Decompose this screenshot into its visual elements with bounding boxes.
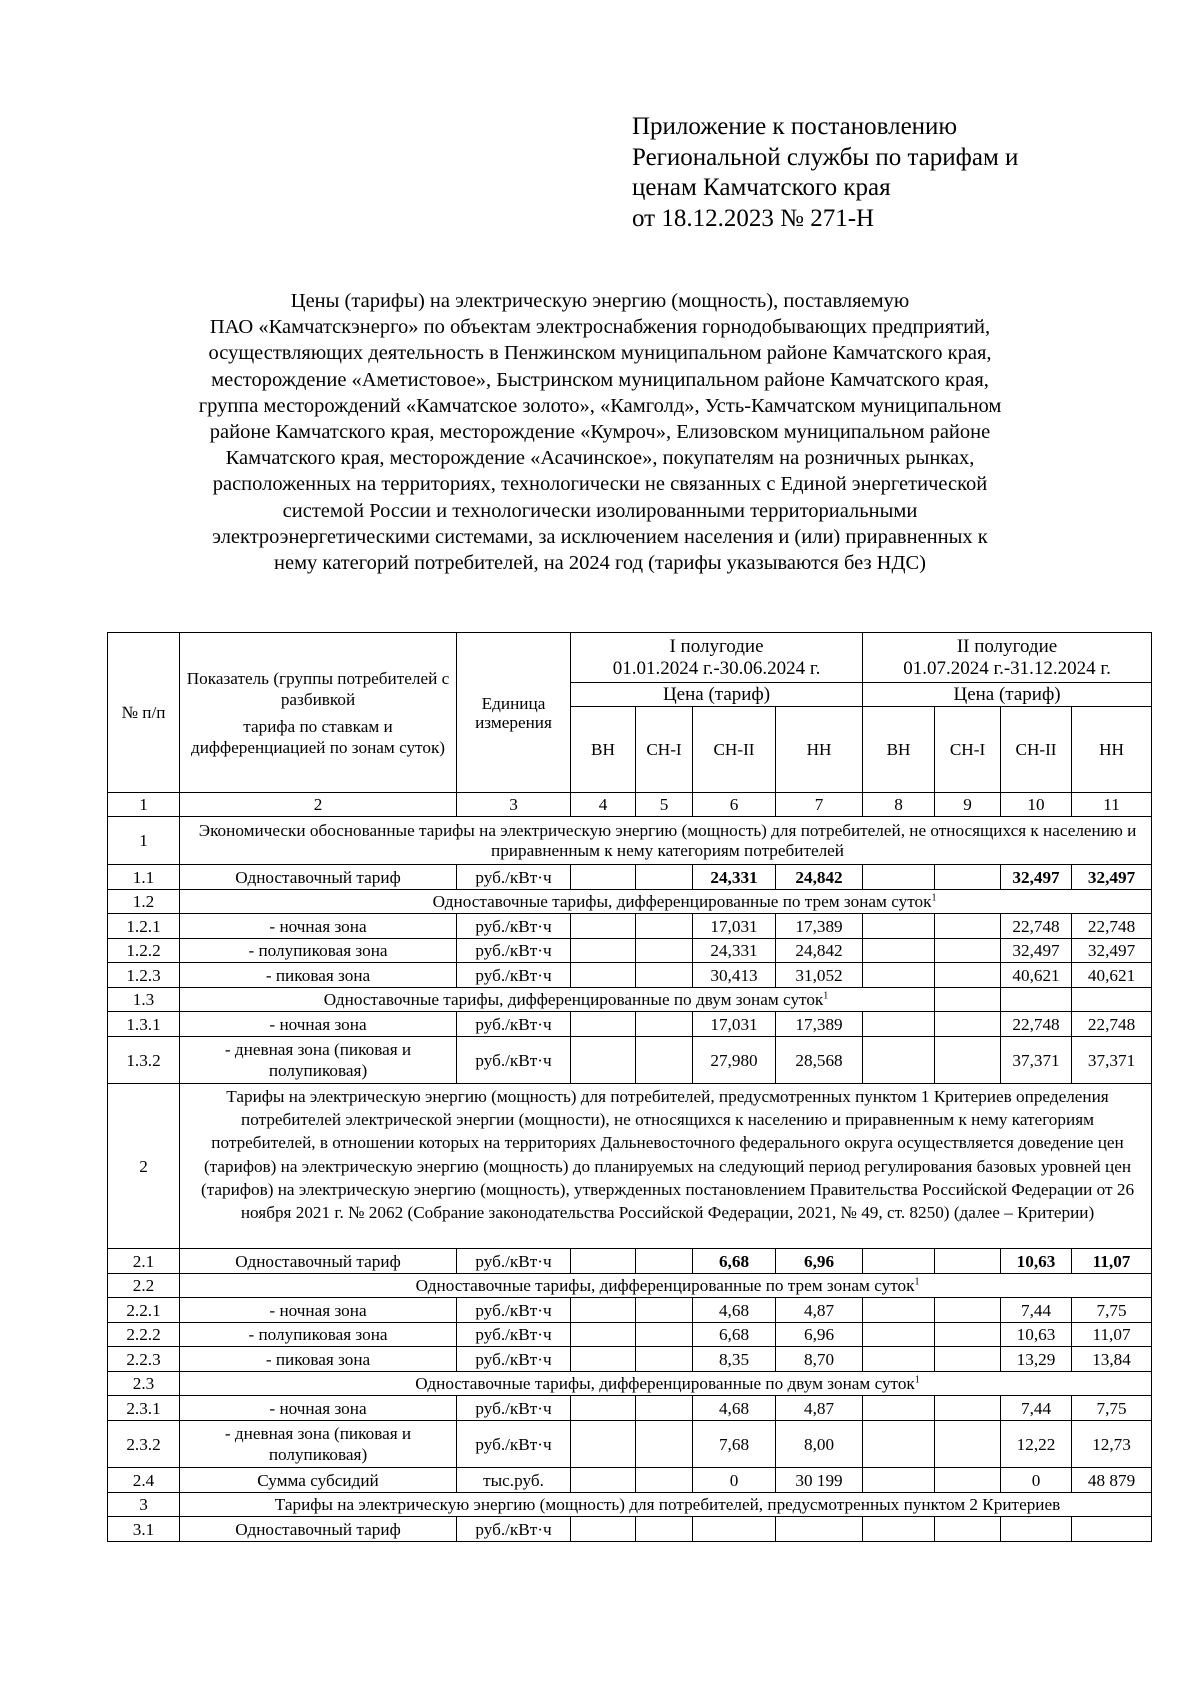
row-unit: руб./кВт·ч <box>457 865 571 890</box>
row-unit: руб./кВт·ч <box>457 1037 571 1084</box>
header-num: № п/п <box>108 633 180 793</box>
title-line: осуществляющих деятельность в Пенжинском муниципальном районе Камчатского края, <box>208 342 992 365</box>
header-level: СН-II <box>1001 707 1072 793</box>
table-row <box>108 939 1152 963</box>
table-row <box>108 1517 1152 1542</box>
header-unit: Единица измерения <box>457 633 571 793</box>
section-number: 1 <box>108 817 180 865</box>
price-cell <box>571 1012 636 1037</box>
price-cell: 13,84 <box>1072 1347 1152 1372</box>
footnote-mark: 1 <box>931 892 937 904</box>
section-row <box>108 1084 1152 1249</box>
row-name-text: Одноставочные тарифы, дифференцированные по трем зонам суток <box>415 1275 915 1295</box>
header-level: СН-I <box>636 707 693 793</box>
row-number: 1.2.2 <box>108 939 180 963</box>
row-number: 2.2 <box>108 1274 180 1298</box>
price-cell: 7,75 <box>1072 1396 1152 1421</box>
price-cell: 40,621 <box>1001 963 1072 988</box>
row-name: - ночная зона <box>180 1298 457 1323</box>
price-cell <box>571 1323 636 1347</box>
price-cell: 12,22 <box>1001 1421 1072 1468</box>
table-row <box>108 914 1152 939</box>
title-line: группа месторождений «Камчатское золото», «Камголд», Усть-Камчатском муниципальном <box>198 394 1002 417</box>
price-cell <box>863 1249 935 1274</box>
row-name: Одноставочный тариф <box>180 865 457 890</box>
price-cell <box>863 1037 935 1084</box>
row-number: 2.1 <box>108 1249 180 1274</box>
title-line: нему категорий потребителей, на 2024 год (тарифы указываются без НДС) <box>274 552 926 575</box>
price-cell <box>863 865 935 890</box>
header-level: СН-I <box>935 707 1001 793</box>
price-cell: 32,497 <box>1001 865 1072 890</box>
row-number: 2.4 <box>108 1468 180 1493</box>
price-cell: 22,748 <box>1001 1012 1072 1037</box>
header-half1-title: I полугодие <box>669 635 764 657</box>
price-cell <box>571 1517 636 1542</box>
empty-cell <box>1001 988 1072 1012</box>
row-number: 1.3 <box>108 988 180 1012</box>
row-unit: тыс.руб. <box>457 1468 571 1493</box>
row-number: 2.3.1 <box>108 1396 180 1421</box>
row-name: - ночная зона <box>180 914 457 939</box>
appendix-block <box>632 112 1152 234</box>
row-number: 2.2.1 <box>108 1298 180 1323</box>
row-name: - пиковая зона <box>180 963 457 988</box>
price-cell: 4,87 <box>776 1396 863 1421</box>
price-cell: 4,68 <box>693 1396 776 1421</box>
price-cell: 22,748 <box>1001 914 1072 939</box>
header-price: Цена (тариф) <box>863 683 1152 707</box>
price-cell <box>863 1012 935 1037</box>
row-number: 3.1 <box>108 1517 180 1542</box>
table-row <box>108 963 1152 988</box>
row-name <box>180 1274 1152 1298</box>
row-unit: руб./кВт·ч <box>457 1323 571 1347</box>
header-indicator <box>180 633 457 793</box>
row-name: - дневная зона (пиковая и полупиковая) <box>180 1037 457 1084</box>
price-cell <box>636 1468 693 1493</box>
header-half1-period: 01.01.2024 г.-30.06.2024 г. <box>612 657 821 679</box>
price-cell <box>571 1468 636 1493</box>
price-cell <box>571 1421 636 1468</box>
price-cell: 37,371 <box>1072 1037 1152 1084</box>
price-cell: 6,96 <box>776 1323 863 1347</box>
price-cell: 48 879 <box>1072 1468 1152 1493</box>
column-number: 11 <box>1072 793 1152 817</box>
section-text: Экономически обоснованные тарифы на электрическую энергию (мощность) для потребителей, не относящихся к населению и приравненным к нему категориям потребителей <box>180 817 1152 865</box>
price-cell: 40,621 <box>1072 963 1152 988</box>
table-row <box>108 1298 1152 1323</box>
price-cell <box>571 939 636 963</box>
row-name: Сумма субсидий <box>180 1468 457 1493</box>
price-cell: 24,842 <box>776 939 863 963</box>
price-cell: 7,44 <box>1001 1396 1072 1421</box>
price-cell: 31,052 <box>776 963 863 988</box>
footnote-mark: 1 <box>914 1374 920 1386</box>
section-row <box>108 817 1152 865</box>
price-cell <box>636 1037 693 1084</box>
price-cell: 22,748 <box>1072 914 1152 939</box>
price-cell: 0 <box>693 1468 776 1493</box>
price-cell: 4,87 <box>776 1298 863 1323</box>
appendix-line: Региональной службы по тарифам и <box>632 143 1019 171</box>
row-name: - полупиковая зона <box>180 939 457 963</box>
table-row <box>108 1396 1152 1421</box>
price-cell: 37,371 <box>1001 1037 1072 1084</box>
row-name: - ночная зона <box>180 1012 457 1037</box>
price-cell <box>935 1396 1001 1421</box>
row-name: Одноставочный тариф <box>180 1249 457 1274</box>
price-cell: 8,35 <box>693 1347 776 1372</box>
price-cell <box>571 963 636 988</box>
column-number: 7 <box>776 793 863 817</box>
row-number: 1.1 <box>108 865 180 890</box>
price-cell <box>1001 1517 1072 1542</box>
document-title <box>60 288 1140 576</box>
price-cell <box>935 1012 1001 1037</box>
price-cell <box>863 914 935 939</box>
price-cell: 7,44 <box>1001 1298 1072 1323</box>
appendix-line: от 18.12.2023 № 271-Н <box>632 204 875 232</box>
appendix-line: Приложение к постановлению <box>632 113 958 140</box>
price-cell: 24,842 <box>776 865 863 890</box>
row-unit: руб./кВт·ч <box>457 1012 571 1037</box>
price-cell: 10,63 <box>1001 1323 1072 1347</box>
price-cell <box>571 1298 636 1323</box>
header-half2-title: II полугодие <box>956 635 1058 657</box>
price-cell: 7,68 <box>693 1421 776 1468</box>
price-cell <box>636 1347 693 1372</box>
row-name-text: Одноставочные тарифы, дифференцированные по двум зонам суток <box>415 1373 915 1393</box>
price-cell <box>863 1323 935 1347</box>
column-number: 4 <box>571 793 636 817</box>
price-cell: 11,07 <box>1072 1249 1152 1274</box>
section-number: 3 <box>108 1493 180 1517</box>
price-cell: 0 <box>1001 1468 1072 1493</box>
price-cell: 13,29 <box>1001 1347 1072 1372</box>
row-unit: руб./кВт·ч <box>457 1421 571 1468</box>
price-cell: 11,07 <box>1072 1323 1152 1347</box>
row-name-text: Одноставочные тарифы, дифференцированные по трем зонам суток <box>432 891 932 911</box>
section-text: Тарифы на электрическую энергию (мощность) для потребителей, предусмотренных пунктом 2 Критериев <box>180 1493 1152 1517</box>
price-cell <box>571 1396 636 1421</box>
table-row <box>108 1012 1152 1037</box>
price-cell: 28,568 <box>776 1037 863 1084</box>
price-cell: 17,031 <box>693 1012 776 1037</box>
price-cell <box>636 963 693 988</box>
row-unit: руб./кВт·ч <box>457 1396 571 1421</box>
price-cell: 22,748 <box>1072 1012 1152 1037</box>
row-name <box>180 1372 1152 1396</box>
footnote-mark: 1 <box>823 990 829 1002</box>
price-cell: 32,497 <box>1072 865 1152 890</box>
price-cell <box>636 914 693 939</box>
column-number: 9 <box>935 793 1001 817</box>
price-cell <box>571 1037 636 1084</box>
price-cell: 30 199 <box>776 1468 863 1493</box>
column-number: 6 <box>693 793 776 817</box>
price-cell <box>636 1396 693 1421</box>
price-cell <box>636 1298 693 1323</box>
row-number: 1.2.1 <box>108 914 180 939</box>
table-row <box>108 1421 1152 1468</box>
header-level: СН-II <box>693 707 776 793</box>
title-line: Цены (тарифы) на электрическую энергию (мощность), поставляемую <box>290 290 910 312</box>
price-cell: 6,96 <box>776 1249 863 1274</box>
price-cell: 6,68 <box>693 1323 776 1347</box>
row-unit: руб./кВт·ч <box>457 1249 571 1274</box>
price-cell <box>863 939 935 963</box>
header-level: НН <box>1072 707 1152 793</box>
row-unit: руб./кВт·ч <box>457 939 571 963</box>
appendix-line: ценам Камчатского края <box>632 174 891 201</box>
price-cell: 17,031 <box>693 914 776 939</box>
price-cell <box>863 963 935 988</box>
row-name-text: Одноставочные тарифы, дифференцированные по двум зонам суток <box>323 989 824 1009</box>
header-half2-period: 01.07.2024 г.-31.12.2024 г. <box>903 657 1111 679</box>
price-cell <box>636 1012 693 1037</box>
title-line: электроэнергетическими системами, за исключением населения и (или) приравненных к <box>212 525 988 548</box>
header-price: Цена (тариф) <box>571 683 863 707</box>
table-row <box>108 865 1152 890</box>
price-cell <box>636 939 693 963</box>
row-name: - пиковая зона <box>180 1347 457 1372</box>
price-cell <box>935 1421 1001 1468</box>
title-line: районе Камчатского края, месторождение «Кумроч», Елизовском муниципальном районе <box>209 421 991 444</box>
title-line: ПАО «Камчатскэнерго» по объектам электроснабжения горнодобывающих предприятий, <box>209 316 991 339</box>
section-row <box>108 1493 1152 1517</box>
row-name <box>180 988 935 1012</box>
price-cell <box>776 1517 863 1542</box>
price-cell <box>863 1517 935 1542</box>
header-indicator-line1: Показатель (группы потребителей с разбивкой <box>186 668 450 709</box>
price-cell <box>1072 1517 1152 1542</box>
price-cell <box>571 865 636 890</box>
title-line: системой России и технологически изолированными территориальными <box>282 499 918 522</box>
price-cell <box>636 1421 693 1468</box>
column-number: 1 <box>108 793 180 817</box>
price-cell: 8,00 <box>776 1421 863 1468</box>
row-unit: руб./кВт·ч <box>457 1517 571 1542</box>
row-unit: руб./кВт·ч <box>457 1298 571 1323</box>
row-number: 1.2 <box>108 890 180 914</box>
price-cell: 7,75 <box>1072 1298 1152 1323</box>
row-name: Одноставочный тариф <box>180 1517 457 1542</box>
price-cell <box>935 1347 1001 1372</box>
price-cell: 8,70 <box>776 1347 863 1372</box>
price-cell <box>935 939 1001 963</box>
price-cell <box>636 1249 693 1274</box>
table-row <box>108 1323 1152 1347</box>
header-level: НН <box>776 707 863 793</box>
price-cell <box>935 1298 1001 1323</box>
row-number: 2.3 <box>108 1372 180 1396</box>
header-indicator-line2: тарифа по ставкам и дифференциацией по зонам суток) <box>190 716 446 757</box>
row-name: - полупиковая зона <box>180 1323 457 1347</box>
price-cell <box>935 914 1001 939</box>
price-cell: 6,68 <box>693 1249 776 1274</box>
column-numbers-row <box>108 793 1152 817</box>
column-number: 10 <box>1001 793 1072 817</box>
row-number: 2.2.2 <box>108 1323 180 1347</box>
row-name: - дневная зона (пиковая и полупиковая) <box>180 1421 457 1468</box>
price-cell <box>935 1468 1001 1493</box>
row-unit: руб./кВт·ч <box>457 963 571 988</box>
price-cell <box>863 1468 935 1493</box>
price-cell <box>935 1323 1001 1347</box>
price-cell <box>571 1249 636 1274</box>
subgroup-row <box>108 988 1152 1012</box>
price-cell: 24,331 <box>693 939 776 963</box>
price-cell <box>935 1517 1001 1542</box>
price-cell: 32,497 <box>1072 939 1152 963</box>
row-number: 1.3.2 <box>108 1037 180 1084</box>
price-cell: 17,389 <box>776 914 863 939</box>
header-half2 <box>863 633 1152 683</box>
row-number: 2.3.2 <box>108 1421 180 1468</box>
header-level: ВН <box>863 707 935 793</box>
price-cell <box>863 1347 935 1372</box>
empty-cell <box>935 988 1001 1012</box>
table-row <box>108 1037 1152 1084</box>
column-number: 3 <box>457 793 571 817</box>
price-cell <box>636 865 693 890</box>
row-number: 2.2.3 <box>108 1347 180 1372</box>
title-line: месторождение «Аметистовое», Быстринском муниципальном районе Камчатского края, <box>211 368 989 391</box>
empty-cell <box>1072 988 1152 1012</box>
price-cell <box>935 1249 1001 1274</box>
table-row <box>108 1347 1152 1372</box>
price-cell: 12,73 <box>1072 1421 1152 1468</box>
tariff-table <box>107 632 1152 1542</box>
table-row <box>108 1468 1152 1493</box>
row-number: 1.3.1 <box>108 1012 180 1037</box>
price-cell <box>863 1298 935 1323</box>
column-number: 2 <box>180 793 457 817</box>
row-unit: руб./кВт·ч <box>457 914 571 939</box>
price-cell <box>636 1323 693 1347</box>
section-text: Тарифы на электрическую энергию (мощность) для потребителей, предусмотренных пунктом 1 Критериев определения потребителей электрической энергии (мощности), не относящихся к населению и приравненным к нему категориям потребителей, в отношении которых на территориях Дальневосточного федерального округа осуществляется доведение цен (тарифов) на электрическую энергию (мощность) до планируемых на следующий период регулирования базовых уровней цен (тарифов) на электрическую энергию (мощность), утвержденных постановлением Правительства Российской Федерации от 26 ноября 2021 г. № 2062 (Собрание законодательства Российской Федерации, 2021, № 49, ст. 8250) (далее – Критерии) <box>180 1084 1152 1249</box>
price-cell <box>571 1347 636 1372</box>
price-cell: 32,497 <box>1001 939 1072 963</box>
price-cell: 17,389 <box>776 1012 863 1037</box>
row-name <box>180 890 1152 914</box>
subgroup-row <box>108 890 1152 914</box>
title-line: расположенных на территориях, технологически не связанных с Единой энергетической <box>212 473 988 496</box>
column-number: 8 <box>863 793 935 817</box>
price-cell: 30,413 <box>693 963 776 988</box>
table-row <box>108 1249 1152 1274</box>
price-cell <box>636 1517 693 1542</box>
column-number: 5 <box>636 793 693 817</box>
subgroup-row <box>108 1274 1152 1298</box>
header-level: ВН <box>571 707 636 793</box>
footnote-mark: 1 <box>914 1276 920 1288</box>
price-cell: 4,68 <box>693 1298 776 1323</box>
title-line: Камчатского края, месторождение «Асачинское», покупателям на розничных рынках, <box>225 447 975 470</box>
price-cell <box>571 914 636 939</box>
price-cell <box>693 1517 776 1542</box>
header-half1 <box>571 633 863 683</box>
subgroup-row <box>108 1372 1152 1396</box>
section-number: 2 <box>108 1084 180 1249</box>
price-cell: 27,980 <box>693 1037 776 1084</box>
price-cell <box>935 1037 1001 1084</box>
price-cell: 10,63 <box>1001 1249 1072 1274</box>
price-cell <box>863 1421 935 1468</box>
price-cell <box>863 1396 935 1421</box>
row-unit: руб./кВт·ч <box>457 1347 571 1372</box>
row-name: - ночная зона <box>180 1396 457 1421</box>
row-number: 1.2.3 <box>108 963 180 988</box>
price-cell: 24,331 <box>693 865 776 890</box>
price-cell <box>935 865 1001 890</box>
price-cell <box>935 963 1001 988</box>
